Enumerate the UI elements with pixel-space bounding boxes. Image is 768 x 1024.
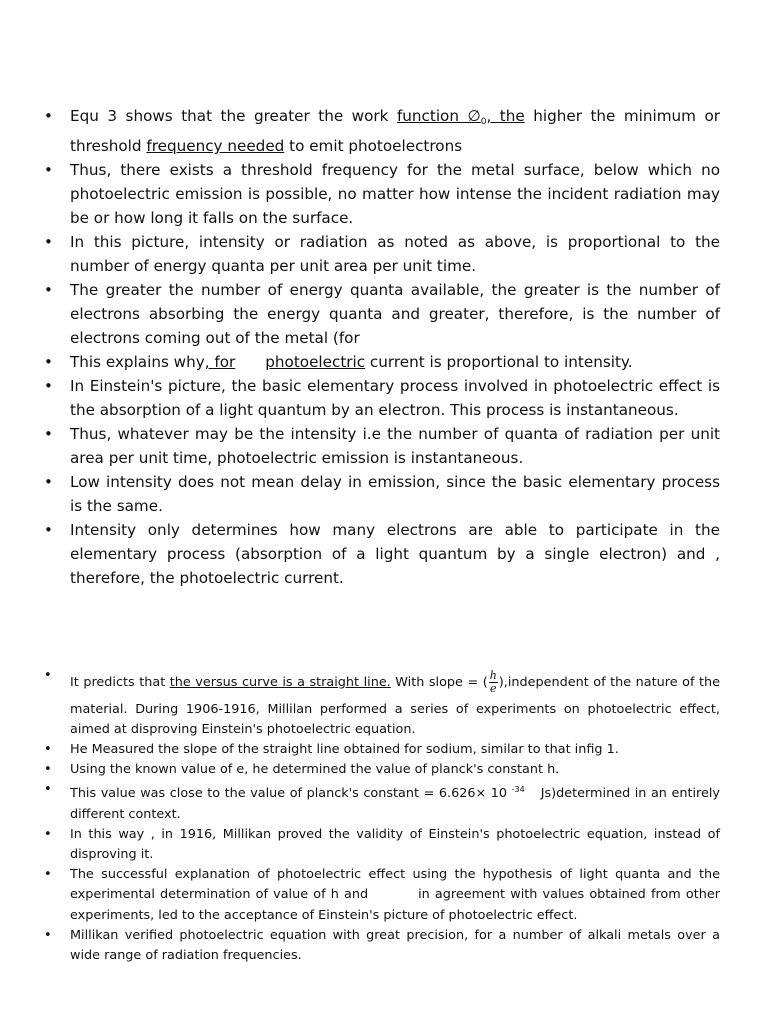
phi-symbol: ∅ <box>467 107 481 125</box>
list-item: • He Measured the slope of the straight line obtained for sodium, similar to that infig 1. <box>0 740 768 760</box>
underlined-text: frequency needed <box>146 137 285 155</box>
list-item: • It predicts that the versus curve is a straight line. With slope = ( $\frac{h}{e}$ ),independent of the nature of the material. During 1906-1916, Millilan performed a series of experiments on photoelectric effect, aimed at disproving Einstein's photoelectric equation. <box>0 666 768 740</box>
bullet-list-top <box>0 104 768 590</box>
subscript: 0 <box>480 117 487 127</box>
list-item: • Equ 3 shows that the greater the work function $\emptyset_0$, the higher the minimum or threshold frequency needed to emit photoelectrons <box>0 104 768 158</box>
list-item: • Thus, there exists a threshold frequency for the metal surface, below which no photoelectric emission is possible, no matter how intense the incident radiation may be or how long it falls on the surface. <box>0 158 768 230</box>
list-item: • Millikan verified photoelectric equation with great precision, for a number of alkali metals over a wide range of radiation frequencies. <box>0 926 768 966</box>
bullet-list-bottom <box>0 666 768 966</box>
list-item: • This explains why, for photoelectric current is proportional to intensity. <box>0 350 768 374</box>
superscript: -34 <box>511 785 525 795</box>
underlined-text: the versus curve is a straight line. <box>169 675 391 690</box>
list-item: • Using the known value of e, he determined the value of planck's constant h. <box>0 760 768 780</box>
times-symbol: × <box>475 786 487 802</box>
list-item: • In this picture, intensity or radiation as noted as above, is proportional to the number of energy quanta per unit area per unit time. <box>0 230 768 278</box>
list-item: • In Einstein's picture, the basic elementary process involved in photoelectric effect is the absorption of a light quantum by an electron. This process is instantaneous. <box>0 374 768 422</box>
list-item: • In this way , in 1916, Millikan proved the validity of Einstein's photoelectric equation, instead of disproving it. <box>0 825 768 865</box>
list-item: • Low intensity does not mean delay in emission, since the basic elementary process is the same. <box>0 470 768 518</box>
list-item: • Intensity only determines how many electrons are able to participate in the elementary process (absorption of a light quantum by a single electron) and , therefore, the photoelectric current. <box>0 518 768 590</box>
list-item: • The successful explanation of photoelectric effect using the hypothesis of light quanta and the experimental determination of value of h and in agreement with values obtained from other experiments, led to the acceptance of Einstein's picture of photoelectric effect. <box>0 865 768 926</box>
list-item: • Thus, whatever may be the intensity i.e the number of quanta of radiation per unit area per unit time, photoelectric emission is instantaneous. <box>0 422 768 470</box>
underlined-text: , for photoelectric <box>204 353 366 371</box>
list-item: • This value was close to the value of planck's constant = 6.626× 10 $^{-34}$ Js)determined in an entirely different context. <box>0 780 768 824</box>
list-item: • The greater the number of energy quanta available, the greater is the number of electrons absorbing the energy quanta and greater, therefore, is the number of electrons coming out of the metal (for <box>0 278 768 350</box>
fraction-h-over-e: $\frac{h}{e}$ <box>489 669 497 695</box>
underlined-text: function $\emptyset_0$, the <box>396 107 525 127</box>
